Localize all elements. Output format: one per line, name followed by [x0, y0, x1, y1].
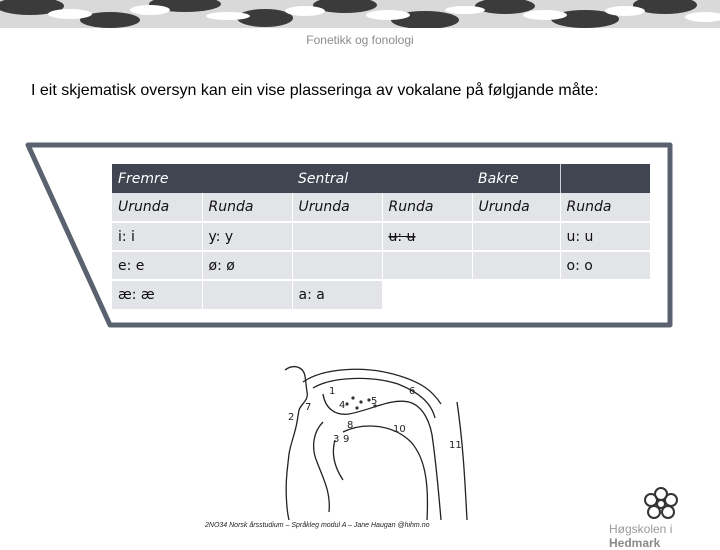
vowel-table [112, 164, 650, 309]
vowel-cell [382, 251, 472, 280]
logo-name: Hedmark [609, 536, 661, 550]
vowel-cell: æ: æ [112, 280, 202, 309]
vowel-cell: a: a [292, 280, 382, 309]
subheader-cell: Runda [382, 193, 472, 222]
subheader-cell: Runda [202, 193, 292, 222]
vowel-cell: o: o [560, 251, 650, 280]
diagram-label: 7 [305, 402, 312, 413]
vowel-cell: i: i [112, 222, 202, 251]
vowel-table-group-row [112, 164, 650, 193]
group-header-bakre: Bakre [472, 164, 560, 193]
diagram-label: 6 [409, 386, 416, 397]
table-row [112, 251, 650, 280]
vowel-cell: e: e [112, 251, 202, 280]
vowel-cell [472, 222, 560, 251]
vowel-cell: ʉ: ʉ [382, 222, 472, 251]
logo-prefix: Høgskolen i [609, 522, 673, 536]
diagram-label: 10 [393, 424, 406, 435]
vowel-cell: y: y [202, 222, 292, 251]
group-header-blank [202, 164, 292, 193]
vowel-cell: ø: ø [202, 251, 292, 280]
diagram-label: 2 [288, 412, 295, 423]
vowel-cell [382, 280, 472, 309]
table-row [112, 280, 650, 309]
intro-heading: I eit skjematisk oversyn kan ein vise plasseringa av vokalane på følgjande måte: [31, 82, 599, 99]
footer-credit: 2NO34 Norsk årsstudium – Språkleg modul A – Jane Haugan @hihm.no [205, 522, 430, 529]
group-header-fremre: Fremre [112, 164, 202, 193]
subheader-cell: Urunda [472, 193, 560, 222]
diagram-label: 1 [329, 386, 336, 397]
vowel-table-subheader-row [112, 193, 650, 222]
subheader-cell: Urunda [112, 193, 202, 222]
subheader-cell: Runda [560, 193, 650, 222]
vowel-cell [202, 280, 292, 309]
hedmark-logo-icon [640, 486, 682, 522]
diagram-label: 11 [449, 440, 462, 451]
diagram-label: 4 [339, 400, 346, 411]
diagram-label: 3 [333, 434, 340, 445]
vowel-cell [292, 222, 382, 251]
institution-logo-text [609, 522, 720, 550]
vowel-cell [560, 280, 650, 309]
vowel-cell: u: u [560, 222, 650, 251]
slide-title: Fonetikk og fonologi [306, 33, 414, 47]
vowel-cell [472, 251, 560, 280]
subheader-cell: Urunda [292, 193, 382, 222]
vowel-cell [292, 251, 382, 280]
table-row [112, 222, 650, 251]
vocal-tract-diagram [283, 362, 483, 522]
diagram-label: 8 [347, 420, 354, 431]
group-header-sentral: Sentral [292, 164, 382, 193]
vowel-cell [472, 280, 560, 309]
group-header-blank [382, 164, 472, 193]
diagram-label: 5 [371, 396, 378, 407]
diagram-label: 9 [343, 434, 350, 445]
group-header-blank [560, 164, 650, 193]
